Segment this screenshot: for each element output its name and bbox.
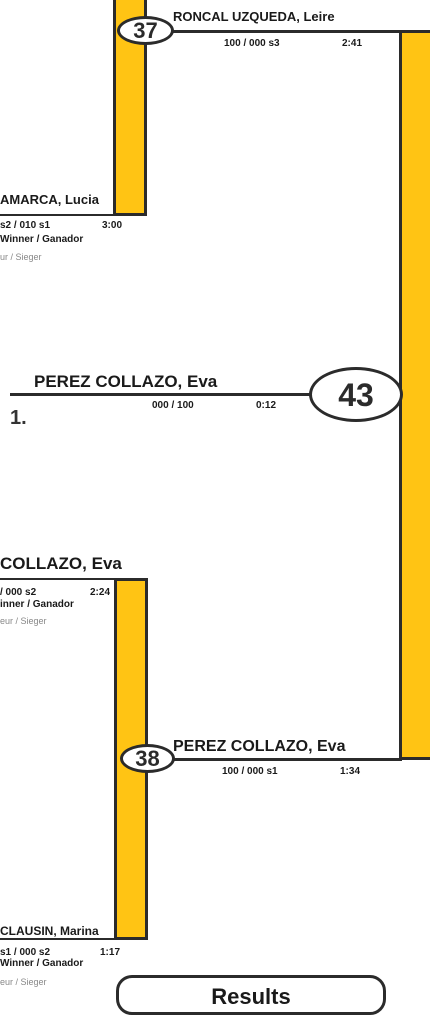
- left-entry-collazo-sub: eur / Sieger: [0, 616, 47, 626]
- match-37-score: 100 / 000 s3: [224, 38, 280, 49]
- match-43-winner-name: PEREZ COLLAZO, Eva: [34, 372, 218, 391]
- left-entry-amarca-winner: Winner / Ganador: [0, 234, 84, 245]
- connector-line-37: [170, 30, 402, 33]
- match-number-37: 37: [133, 17, 158, 43]
- left-entry-collazo-time: 2:24: [90, 587, 111, 598]
- match-37-winner-name: RONCAL UZQUEDA, Leire: [173, 9, 335, 24]
- match-43-score: 000 / 100: [152, 400, 194, 411]
- match-number-badge-37: [117, 16, 174, 45]
- results-button[interactable]: [116, 975, 386, 1015]
- left-entry-amarca-name: AMARCA, Lucia: [0, 192, 99, 207]
- left-entry-collazo-winner: inner / Ganador: [0, 599, 74, 610]
- match-38-score: 100 / 000 s1: [222, 766, 278, 777]
- connector-line-amarca: [0, 214, 115, 216]
- match-number-badge-38: [120, 744, 175, 773]
- match-43-time: 0:12: [256, 400, 277, 411]
- connector-line-38: [168, 758, 402, 761]
- match-number-43: 43: [338, 376, 374, 413]
- match-number-38: 38: [135, 745, 160, 771]
- left-entry-clausin-winner: Winner / Ganador: [0, 958, 84, 969]
- left-entry-amarca-time: 3:00: [102, 220, 123, 231]
- left-entry-clausin-sub: eur / Sieger: [0, 977, 47, 987]
- results-label: Results: [211, 984, 291, 1009]
- left-entry-amarca-sub: ur / Sieger: [0, 252, 42, 262]
- left-entry-amarca-score: s2 / 010 s1: [0, 220, 51, 231]
- left-entry-clausin-score: s1 / 000 s2: [0, 947, 51, 958]
- left-entry-collazo-score: / 000 s2: [0, 587, 37, 598]
- left-entry-collazo-name: COLLAZO, Eva: [0, 554, 122, 573]
- bracket-bar-right: [399, 30, 430, 760]
- match-38-winner-name: PEREZ COLLAZO, Eva: [173, 738, 346, 755]
- connector-line-clausin: [0, 938, 116, 940]
- match-37-time: 2:41: [342, 38, 363, 49]
- connector-line-43: [10, 393, 310, 396]
- match-43-place: 1.: [10, 407, 27, 429]
- left-entry-clausin-name: CLAUSIN, Marina: [0, 924, 99, 938]
- connector-line-collazo: [0, 578, 116, 580]
- match-38-time: 1:34: [340, 766, 361, 777]
- match-number-badge-43: [309, 367, 403, 422]
- left-entry-clausin-time: 1:17: [100, 947, 121, 958]
